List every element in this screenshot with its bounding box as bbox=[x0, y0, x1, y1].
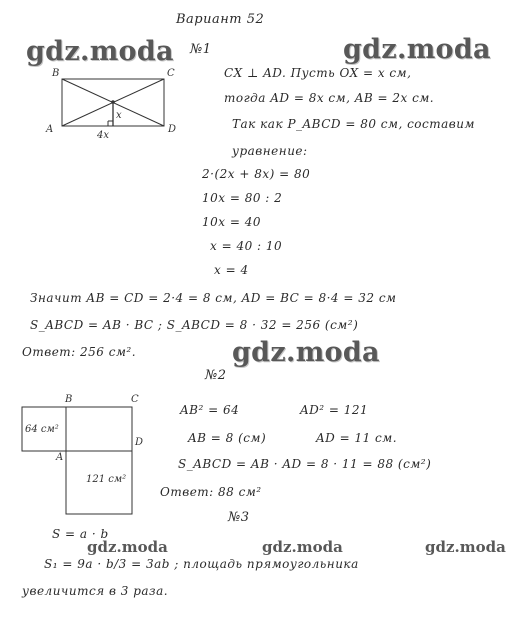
task1-label-a: A bbox=[46, 124, 54, 135]
task1-line-6: 10x = 80 : 2 bbox=[202, 191, 283, 205]
task1-label-d: D bbox=[168, 124, 177, 135]
task1-line-7: 10x = 40 bbox=[202, 215, 261, 229]
variant-title: Вариант 52 bbox=[176, 12, 265, 27]
task3-line-3: увеличится в 3 раза. bbox=[22, 584, 169, 598]
watermark-top-left: gdz.moda bbox=[26, 36, 174, 67]
task2-label-d: D bbox=[135, 437, 144, 448]
task1-line-1: CX ⊥ AD. Пусть OX = x см, bbox=[224, 66, 412, 80]
task1-label-bottom: 4x bbox=[97, 130, 110, 141]
task1-line-4: уравнение: bbox=[232, 144, 308, 158]
task2-line-1: AB² = 64 bbox=[180, 403, 240, 417]
task1-line-9: x = 4 bbox=[214, 263, 249, 277]
task2-number: №2 bbox=[205, 368, 227, 383]
task2-bottom-area: 121 см² bbox=[86, 474, 127, 485]
task1-label-c: C bbox=[167, 68, 175, 79]
task2-answer: Ответ: 88 см² bbox=[160, 485, 262, 499]
task1-label-height: x bbox=[116, 110, 122, 121]
task2-line-2: AD² = 121 bbox=[300, 403, 369, 417]
task1-conclusion-1: Значит AB = CD = 2·4 = 8 см, AD = BC = 8·4 = 32 см bbox=[30, 291, 397, 305]
task1-line-3: Так как P_ABCD = 80 см, составим bbox=[232, 117, 475, 131]
task1-line-5: 2·(2x + 8x) = 80 bbox=[202, 167, 311, 181]
task2-line-5: S_ABCD = AB · AD = 8 · 11 = 88 (см²) bbox=[178, 457, 432, 471]
task2-line-3: AB = 8 (см) bbox=[188, 431, 267, 445]
task2-line-4: AD = 11 см. bbox=[316, 431, 398, 445]
task1-number: №1 bbox=[190, 42, 212, 57]
task2-label-c: C bbox=[131, 394, 139, 405]
watermark-bottom-right: gdz.moda bbox=[425, 538, 506, 556]
watermark-bottom-middle: gdz.moda bbox=[262, 538, 343, 556]
task1-line-8: x = 40 : 10 bbox=[210, 239, 283, 253]
task2-label-b: B bbox=[65, 394, 73, 405]
task1-conclusion-2: S_ABCD = AB · BC ; S_ABCD = 8 · 32 = 256 (см²) bbox=[30, 318, 359, 332]
watermark-bottom-left: gdz.moda bbox=[87, 538, 168, 556]
task1-answer: Ответ: 256 см². bbox=[22, 345, 137, 359]
task2-top-area: 64 см² bbox=[25, 424, 59, 435]
task1-line-2: тогда AD = 8x см, AB = 2x см. bbox=[224, 91, 435, 105]
task2-label-a: A bbox=[56, 452, 64, 463]
watermark-top-right: gdz.moda bbox=[343, 34, 491, 65]
task3-number: №3 bbox=[228, 510, 250, 525]
task3-line-1: S = a · b bbox=[52, 527, 109, 541]
watermark-middle: gdz.moda bbox=[232, 337, 380, 368]
task1-label-b: B bbox=[52, 68, 60, 79]
task3-line-2: S₁ = 9a · b/3 = 3ab ; площадь прямоугольника bbox=[44, 557, 359, 571]
